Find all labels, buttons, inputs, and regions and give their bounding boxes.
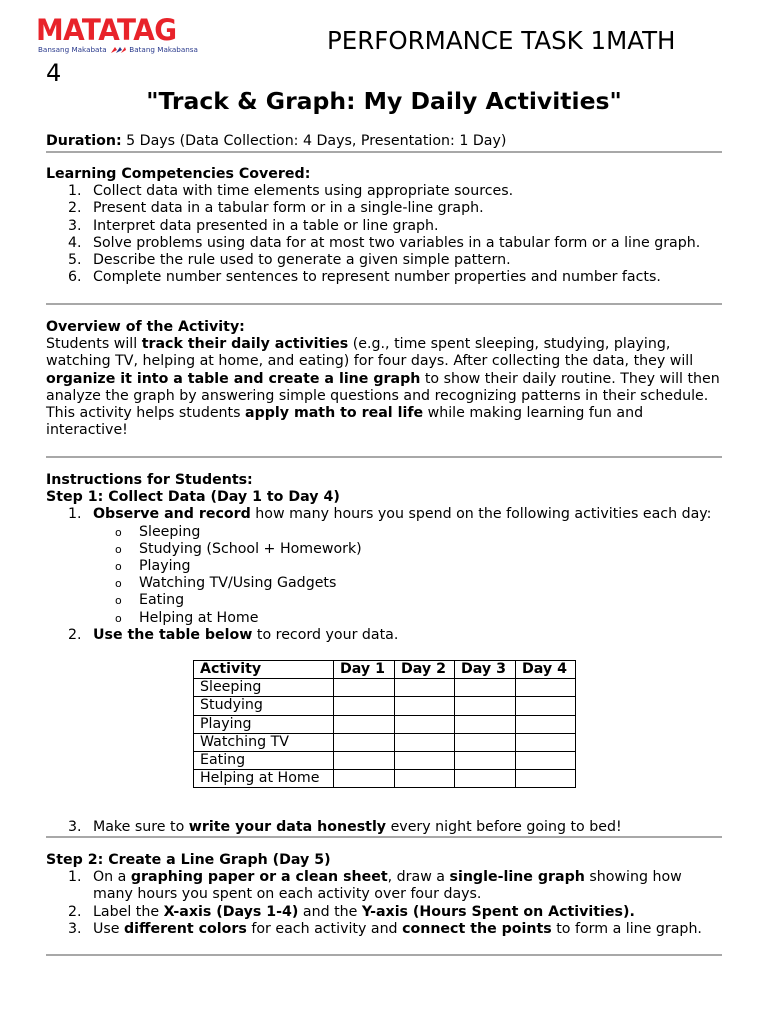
empty-entry-cell[interactable] [334,679,395,697]
empty-entry-cell[interactable] [395,770,455,788]
step1-list-cont [46,627,722,644]
empty-entry-cell[interactable] [395,679,455,697]
table-header-row [194,661,576,679]
empty-entry-cell[interactable] [395,697,455,715]
overview-heading: Overview of the Activity: [46,319,245,335]
step1-final-item [46,819,722,836]
table-cell: Watching TV [194,733,334,751]
empty-entry-cell[interactable] [334,697,395,715]
empty-entry-cell[interactable] [516,752,576,770]
empty-entry-cell[interactable] [455,715,516,733]
table-cell: Helping at Home [194,770,334,788]
activities-list [46,524,722,627]
section-divider [46,954,722,956]
empty-entry-cell[interactable] [455,752,516,770]
list-item: o Eating [115,592,185,609]
table-header: Activity [194,661,334,679]
performance-task-title: PERFORMANCE TASK 1MATH [327,26,676,55]
instructions-heading: Instructions for Students: [46,472,253,488]
empty-entry-cell[interactable] [455,770,516,788]
performance-task-title-continuation: 4 [46,59,62,87]
empty-entry-cell[interactable] [455,733,516,751]
table-row [194,715,576,733]
table-header: Day 2 [395,661,455,679]
list-item: 2. Use the table below to record your data. [68,626,399,643]
list-item: o Studying (School + Homework) [115,540,362,557]
step2-section [46,852,722,938]
table-cell: Studying [194,697,334,715]
empty-entry-cell[interactable] [455,679,516,697]
overview-section [46,319,722,439]
table-header: Day 1 [334,661,395,679]
logo-figures-icon [109,46,127,54]
empty-entry-cell[interactable] [516,733,576,751]
instructions-section [46,472,722,644]
empty-entry-cell[interactable] [395,715,455,733]
overview-paragraph: This activity helps students apply math to real life while making learning fun and interactive! [46,405,644,439]
list-item: 3. Interpret data presented in a table or line graph. [68,217,439,234]
table-row [194,770,576,788]
empty-entry-cell[interactable] [455,697,516,715]
empty-entry-cell[interactable] [516,679,576,697]
empty-entry-cell[interactable] [516,697,576,715]
matatag-logo [36,14,196,60]
section-divider [46,456,722,458]
step1-heading: Step 1: Collect Data (Day 1 to Day 4) [46,489,340,506]
list-item: 1. Collect data with time elements using appropriate sources. [68,183,514,200]
logo-tagline-left: Bansang Makabata [38,45,107,54]
empty-entry-cell[interactable] [334,770,395,788]
table-cell: Eating [194,752,334,770]
table-header: Day 4 [516,661,576,679]
table-cell: Sleeping [194,679,334,697]
list-item: o Watching TV/Using Gadgets [115,575,337,592]
table-row [194,733,576,751]
duration-line [46,133,722,150]
competencies-section [46,166,722,286]
list-item: 6. Complete number sentences to represent number properties and number facts. [68,269,661,286]
empty-entry-cell[interactable] [395,752,455,770]
list-item: 3. Make sure to write your data honestly every night before going to bed! [68,819,622,835]
table-header: Day 3 [455,661,516,679]
list-item: o Playing [115,558,191,575]
list-item: 1. Observe and record how many hours you spend on the following activities each day: [68,506,712,523]
list-item: 5. Describe the rule used to generate a given simple pattern. [68,252,511,269]
list-item: 1. On a graphing paper or a clean sheet, draw a single-line graph showing how many hours you spent on each activity over four days. [68,869,682,903]
duration-value: 5 Days (Data Collection: 4 Days, Presentation: 1 Day) [121,133,507,149]
table-row [194,679,576,697]
list-item: o Helping at Home [115,609,259,626]
step2-list [46,869,722,938]
overview-paragraph: Students will track their daily activities (e.g., time spent sleeping, studying, playing, watching TV, helping at home, and eating) for four days. After collecting the data, they will organize it into a table and create a line graph to show their daily routine. They will then analyze the graph by answering simple questions and recognizing patterns in their schedule. [46,336,720,404]
section-divider [46,151,722,153]
empty-entry-cell[interactable] [334,733,395,751]
table-cell: Playing [194,715,334,733]
logo-tagline-right: Batang Makabansa [129,45,198,54]
step2-heading: Step 2: Create a Line Graph (Day 5) [46,852,331,868]
list-item: 2. Label the X-axis (Days 1-4) and the Y-axis (Hours Spent on Activities). [68,903,635,920]
empty-entry-cell[interactable] [516,770,576,788]
logo-tagline [38,45,198,54]
data-record-table [193,660,576,788]
table-row [194,697,576,715]
empty-entry-cell[interactable] [395,733,455,751]
list-item: 2. Present data in a tabular form or in a single-line graph. [68,200,484,217]
table-row [194,752,576,770]
logo-wordmark: MATATAG [36,13,177,47]
step1-list [46,506,722,523]
activity-title: "Track & Graph: My Daily Activities" [146,87,622,115]
empty-entry-cell[interactable] [334,752,395,770]
empty-entry-cell[interactable] [516,715,576,733]
section-divider [46,836,722,838]
list-item: o Sleeping [115,523,201,540]
section-divider [46,303,722,305]
competencies-heading: Learning Competencies Covered: [46,166,311,182]
competencies-list [46,183,722,286]
list-item: 4. Solve problems using data for at most two variables in a tabular form or a line graph. [68,234,701,251]
duration-label: Duration: [46,133,122,149]
list-item: 3. Use different colors for each activity and connect the points to form a line graph. [68,920,702,937]
empty-entry-cell[interactable] [334,715,395,733]
